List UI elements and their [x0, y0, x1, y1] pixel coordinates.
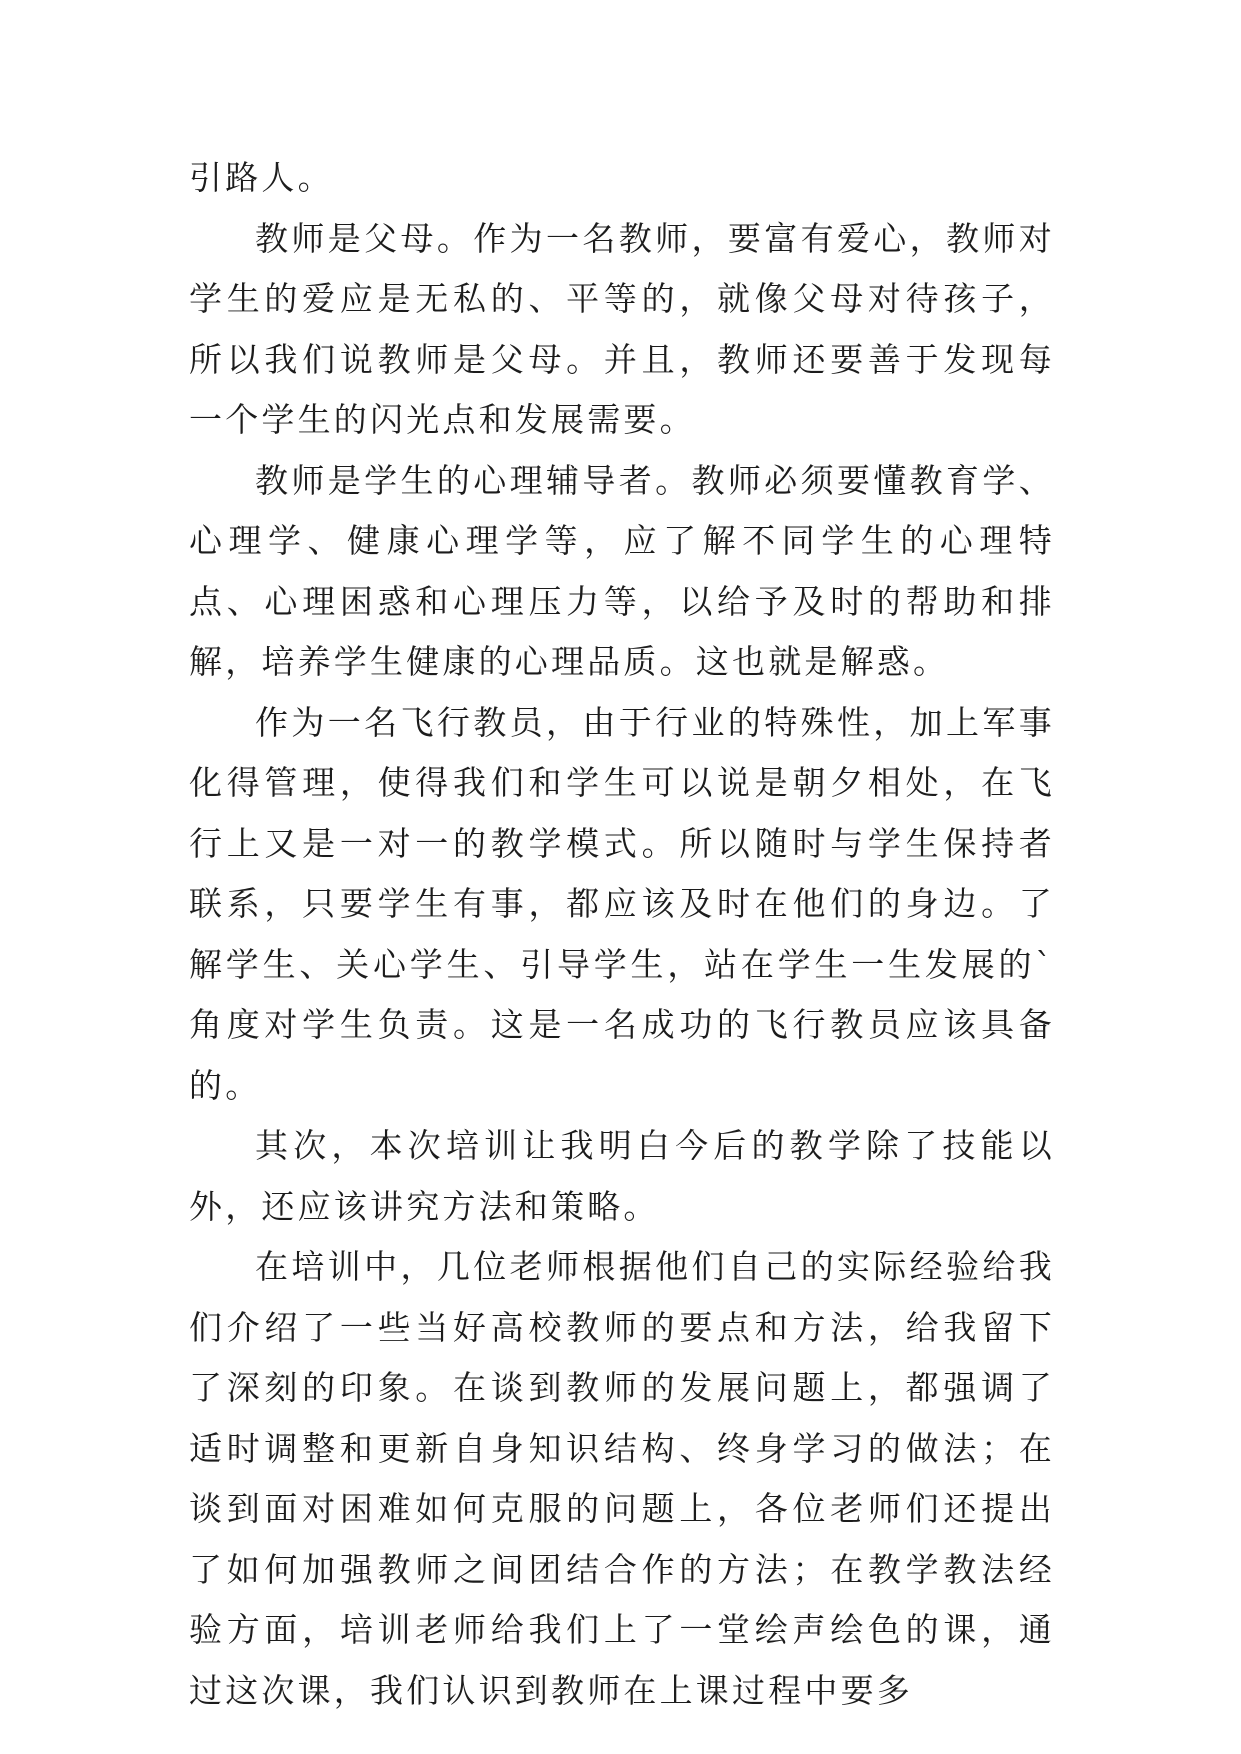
paragraph: 在培训中，几位老师根据他们自己的实际经验给我们介绍了一些当好高校教师的要点和方法，给我留下了深刻的印象。在谈到教师的发展问题上，都强调了适时调整和更新自身知识结构、终身学习的做法；在谈到面对困难如何克服的问题上，各位老师们还提出了如何加强教师之间团结合作的方法；在教学教法经验方面，培训老师给我们上了一堂绘声绘色的课，通过这次课，我们认识到教师在上课过程中要多	[189, 1247, 1055, 1710]
body-text	[189, 148, 1055, 1721]
paragraph: 引路人。	[189, 158, 334, 197]
paragraph: 教师是父母。作为一名教师，要富有爱心，教师对学生的爱应是无私的、平等的，就像父母对待孩子，所以我们说教师是父母。并且，教师还要善于发现每一个学生的闪光点和发展需要。	[189, 218, 1055, 439]
paragraph: 教师是学生的心理辅导者。教师必须要懂教育学、心理学、健康心理学等，应了解不同学生的心理特点、心理困惑和心理压力等，以给予及时的帮助和排解，培养学生健康的心理品质。这也就是解惑。	[189, 460, 1055, 681]
paragraph: 其次，本次培训让我明白今后的教学除了技能以外，还应该讲究方法和策略。	[189, 1126, 1055, 1226]
paragraph: 作为一名飞行教员，由于行业的特殊性，加上军事化得管理，使得我们和学生可以说是朝夕相处，在飞行上又是一对一的教学模式。所以随时与学生保持者联系，只要学生有事，都应该及时在他们的身边。了解学生、关心学生、引导学生，站在学生一生发展的`角度对学生负责。这是一名成功的飞行教员应该具备的。	[189, 702, 1055, 1105]
